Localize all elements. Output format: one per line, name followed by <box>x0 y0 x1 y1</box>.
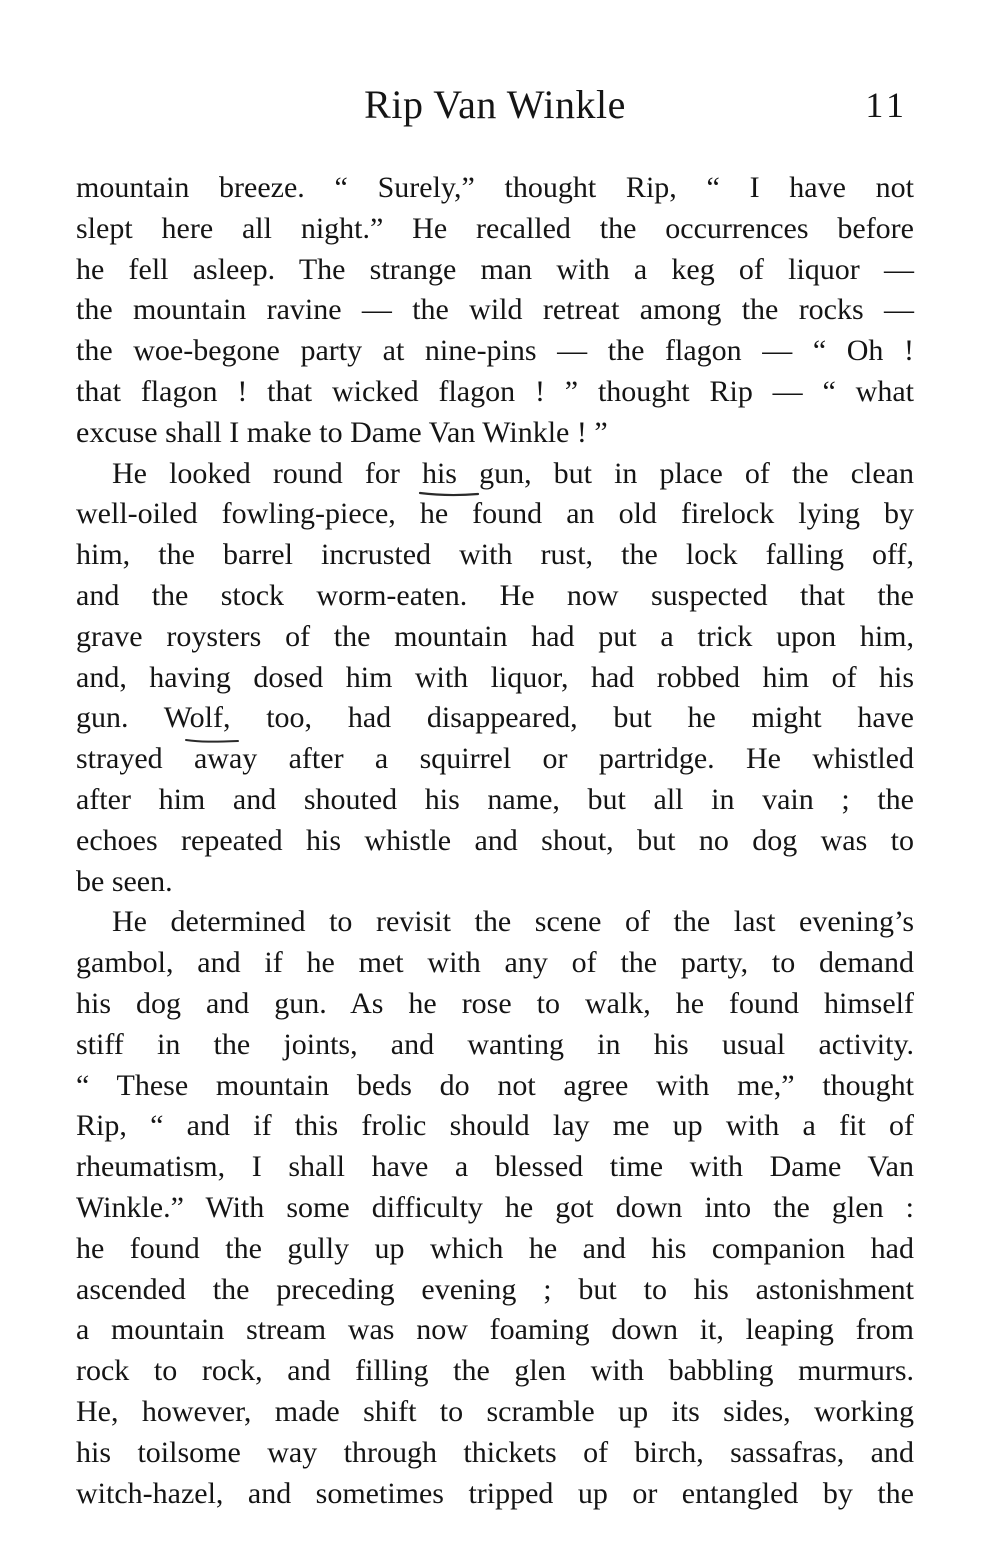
text-line: “ These mountain beds do not agree with me,” thought <box>76 1068 914 1102</box>
text-line: grave roysters of the mountain had put a trick upon him, <box>76 619 914 653</box>
text-line: him, the barrel incrusted with rust, the lock falling off, <box>76 538 914 572</box>
text-line: the mountain ravine — the wild retreat among the rocks — <box>76 293 914 327</box>
text-line: rheumatism, I shall have a blessed time with Dame Van <box>76 1150 914 1184</box>
text-line: he found the gully up which he and his companion had <box>76 1231 914 1265</box>
text-line: be seen. <box>76 864 173 898</box>
paragraph-3 <box>76 902 914 1514</box>
text-line: stiff in the joints, and wanting in his usual activity. <box>76 1027 914 1061</box>
paragraph-1 <box>76 168 914 454</box>
text-line: Rip, “ and if this frolic should lay me up with a fit of <box>76 1109 914 1143</box>
text-line: he fell asleep. The strange man with a keg of liquor — <box>76 252 914 286</box>
text-line: echoes repeated his whistle and shout, but no dog was to <box>76 823 914 857</box>
text-line: well-oiled fowling-piece, he found an old firelock lying by <box>76 497 914 531</box>
text-line: mountain breeze. “ Surely,” thought Rip, “ I have not <box>76 171 914 204</box>
text-line: and the stock worm-eaten. He now suspected that the <box>76 578 914 612</box>
body-text <box>76 168 914 1514</box>
text-line: gun. Wolf, too, had disappeared, but he might have <box>76 701 914 735</box>
text-line: a mountain stream was now foaming down it, leaping from <box>76 1313 914 1347</box>
text-line: his dog and gun. As he rose to walk, he found himself <box>76 986 914 1020</box>
text-line: rock to rock, and filling the glen with babbling murmurs. <box>76 1354 914 1388</box>
text-line: his toilsome way through thickets of birch, sassafras, and <box>76 1435 914 1469</box>
text-line: the woe-begone party at nine-pins — the flagon — “ Oh ! <box>76 334 914 368</box>
text-line: witch-hazel, and sometimes tripped up or entangled by the <box>76 1476 914 1510</box>
text-line: He determined to revisit the scene of the last evening’s <box>112 905 914 939</box>
text-line: Winkle.” With some difficulty he got down into the glen : <box>76 1190 914 1224</box>
text-line: gambol, and if he met with any of the party, to demand <box>76 946 914 980</box>
paragraph-2 <box>76 454 914 903</box>
text-line: after him and shouted his name, but all in vain ; the <box>76 782 914 816</box>
running-head <box>76 80 914 130</box>
text-line: that flagon ! that wicked flagon ! ” thought Rip — “ what <box>76 374 914 408</box>
text-line: strayed away after a squirrel or partridge. He whistled <box>76 742 914 776</box>
text-line: and, having dosed him with liquor, had robbed him of his <box>76 660 914 694</box>
text-line: excuse shall I make to Dame Van Winkle ! ” <box>76 415 608 449</box>
text-line: slept here all night.” He recalled the occurrences before <box>76 211 914 245</box>
page-number: 11 <box>865 85 908 125</box>
text-line: ascended the preceding evening ; but to his astonishment <box>76 1272 914 1306</box>
text-line: He looked round for his gun, but in place of the clean <box>112 456 914 490</box>
text-line: He, however, made shift to scramble up its sides, working <box>76 1394 914 1428</box>
running-title: Rip Van Winkle <box>364 82 626 127</box>
